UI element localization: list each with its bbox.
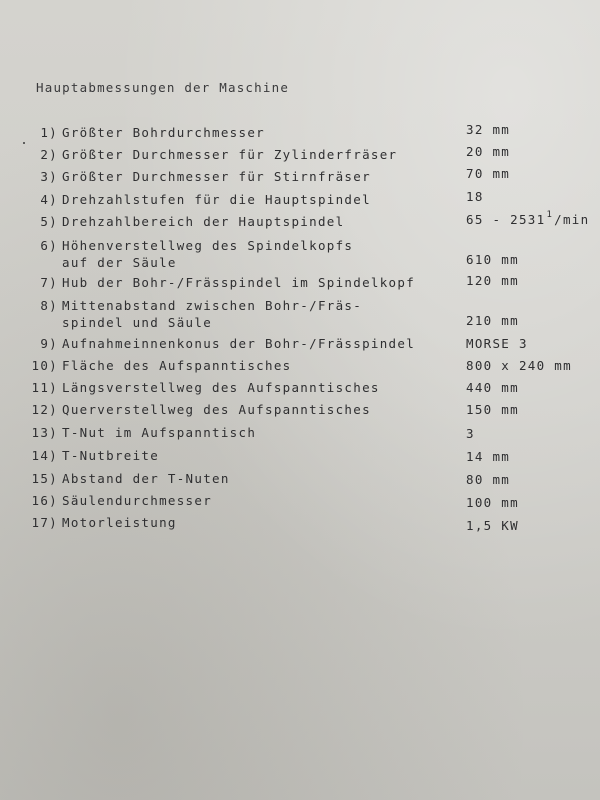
spec-value: 150 mm [466,402,519,417]
document-title: Hauptabmessungen der Maschine [36,80,290,95]
spec-number: 14) [31,448,58,463]
spec-value: 14 mm [466,449,511,464]
spec-number: 9) [40,336,58,351]
speed-range: 65 - 2531 [466,212,546,227]
spec-number: 10) [31,358,58,373]
spec-value: 3 [466,426,475,441]
spec-value: 70 mm [466,166,511,181]
spec-number: 13) [31,425,58,440]
spec-number: 5) [40,214,58,229]
spec-value: 120 mm [466,273,519,288]
spec-number: 4) [40,192,58,207]
spec-label: T-Nut im Aufspanntisch [62,425,257,440]
spec-label: Fläche des Aufspanntisches [62,358,292,373]
spec-number: 2) [40,147,58,162]
spec-label: Drehzahlstufen für die Hauptspindel [62,192,371,207]
unit-exponent: 1 [546,210,554,220]
spec-number: 17) [31,515,58,530]
spec-label: Größter Bohrdurchmesser [62,125,265,140]
spec-number: 15) [31,471,58,486]
spec-label: Drehzahlbereich der Hauptspindel [62,214,345,229]
spec-label: Säulendurchmesser [62,493,213,508]
spec-label: Aufnahmeinnenkonus der Bohr-/Frässpindel [62,336,416,351]
spec-number: 1) [40,125,58,140]
spec-value [466,210,589,232]
spec-number: 11) [31,380,58,395]
spec-value: 800 x 240 mm [466,358,572,373]
spec-value: 440 mm [466,380,519,395]
spec-number: 3) [40,169,58,184]
spec-label: Hub der Bohr-/Frässpindel im Spindelkopf [62,275,416,290]
spec-label: Höhenverstellweg des Spindelkopfs [62,238,354,253]
spec-value: 80 mm [466,472,511,487]
spec-label: T-Nutbreite [62,448,160,463]
spec-label-continued: spindel und Säule [62,315,213,330]
spec-number: 7) [40,275,58,290]
paper-speck [23,142,25,144]
spec-label: Mittenabstand zwischen Bohr-/Fräs- [62,298,363,313]
spec-label: Längsverstellweg des Aufspanntisches [62,380,380,395]
spec-label: Größter Durchmesser für Zylinderfräser [62,147,398,162]
spec-label: Größter Durchmesser für Stirnfräser [62,169,371,184]
spec-number: 6) [40,238,58,253]
spec-value: 210 mm [466,313,519,328]
spec-number: 16) [31,493,58,508]
spec-number: 12) [31,402,58,417]
speed-unit: /min [554,212,590,227]
spec-value: 32 mm [466,122,511,137]
spec-number: 8) [40,298,58,313]
spec-value: 1,5 KW [466,518,519,533]
spec-label: Querverstellweg des Aufspanntisches [62,402,371,417]
spec-value: 610 mm [466,252,519,267]
spec-value: 18 [466,189,484,204]
spec-label: Motorleistung [62,515,177,530]
spec-value: MORSE 3 [466,336,528,351]
spec-label: Abstand der T-Nuten [62,471,230,486]
spec-value: 100 mm [466,495,519,510]
spec-value: 20 mm [466,144,511,159]
spec-label-continued: auf der Säule [62,255,177,270]
